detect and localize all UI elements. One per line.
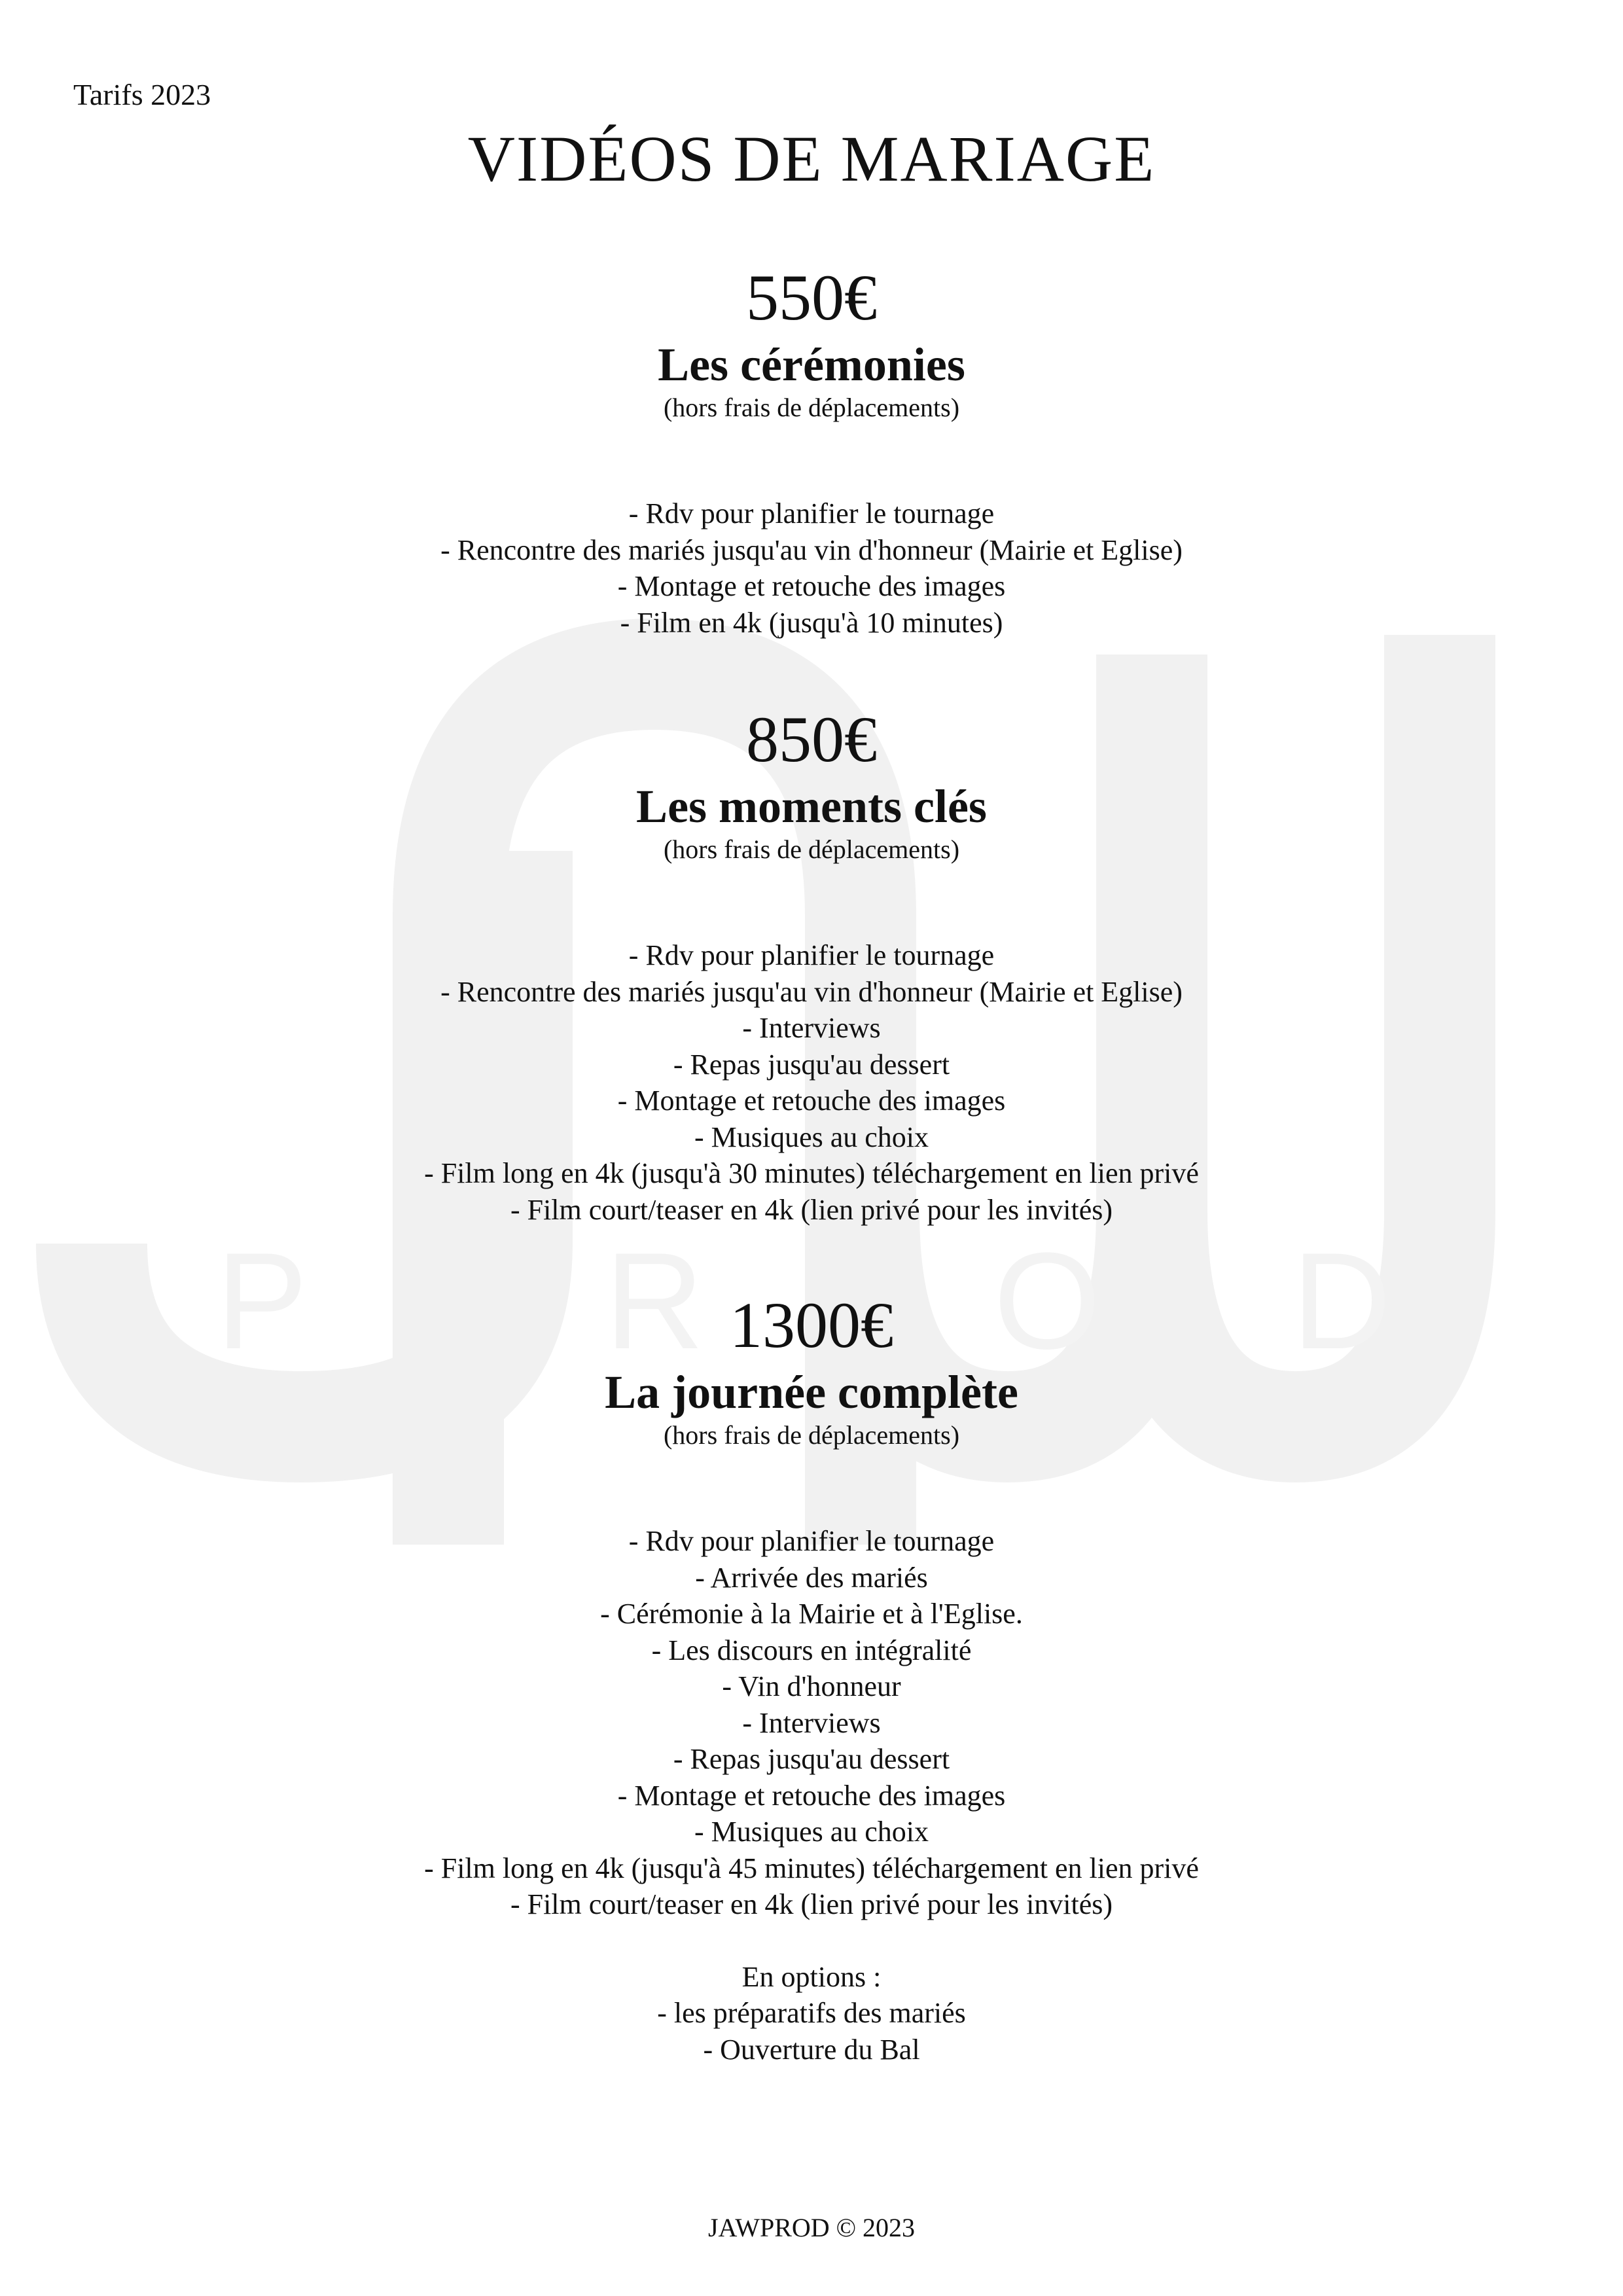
package-note: (hors frais de déplacements) xyxy=(663,1420,960,1450)
feature-item: - Musiques au choix xyxy=(694,1816,929,1848)
footer-copyright: JAWPROD © 2023 xyxy=(707,2213,916,2242)
page-title: VIDÉOS DE MARIAGE xyxy=(467,122,1156,195)
package-full-day xyxy=(0,1286,1623,2068)
feature-item: - Musiques au choix xyxy=(694,1121,929,1153)
feature-item: - Interviews xyxy=(742,1706,881,1739)
feature-item: - Vin d'honneur xyxy=(722,1670,901,1702)
package-name: Les moments clés xyxy=(636,780,987,833)
feature-item: - Montage et retouche des images xyxy=(617,1779,1006,1812)
feature-item: - Rdv pour planifier le tournage xyxy=(628,939,995,971)
package-price: 1300€ xyxy=(730,1289,893,1361)
feature-item: - Rdv pour planifier le tournage xyxy=(628,1525,995,1557)
package-note: (hors frais de déplacements) xyxy=(663,393,960,422)
package-name: Les cérémonies xyxy=(658,338,965,391)
watermark-letter-p: P xyxy=(215,1224,308,1378)
package-price: 550€ xyxy=(746,261,877,334)
feature-item: - Film long en 4k (jusqu'à 30 minutes) téléchargement en lien privé xyxy=(424,1157,1199,1189)
feature-list xyxy=(0,1523,1623,1923)
feature-item: - Montage et retouche des images xyxy=(617,570,1006,602)
tariff-year-label: Tarifs 2023 xyxy=(73,78,211,111)
options-list xyxy=(0,1995,1623,2068)
package-name: La journée complète xyxy=(605,1366,1018,1418)
feature-item: - Rencontre des mariés jusqu'au vin d'honneur (Mairie et Eglise) xyxy=(440,533,1183,566)
watermark-letter-o: O xyxy=(993,1224,1101,1378)
feature-item: - Film court/teaser en 4k (lien privé pour les invités) xyxy=(510,1193,1113,1226)
feature-item: - Repas jusqu'au dessert xyxy=(673,1743,950,1775)
feature-item: - Arrivée des mariés xyxy=(695,1561,928,1594)
watermark-letter-d: D xyxy=(1292,1224,1391,1378)
feature-item: - Film long en 4k (jusqu'à 45 minutes) téléchargement en lien privé xyxy=(424,1852,1199,1884)
package-price: 850€ xyxy=(746,703,877,776)
option-item: - les préparatifs des mariés xyxy=(657,1997,966,2029)
feature-item: - Repas jusqu'au dessert xyxy=(673,1048,950,1081)
package-key-moments xyxy=(0,700,1623,1228)
feature-item: - Rencontre des mariés jusqu'au vin d'honneur (Mairie et Eglise) xyxy=(440,975,1183,1008)
feature-item: - Film court/teaser en 4k (lien privé pour les invités) xyxy=(510,1888,1113,1920)
feature-item: - Rdv pour planifier le tournage xyxy=(628,497,995,529)
options-heading: En options : xyxy=(741,1960,882,1993)
package-ceremonies xyxy=(0,259,1623,641)
feature-list xyxy=(0,937,1623,1228)
option-item: - Ouverture du Bal xyxy=(703,2033,920,2066)
options-block xyxy=(0,1959,1623,2068)
package-note: (hors frais de déplacements) xyxy=(663,834,960,864)
feature-item: - Interviews xyxy=(742,1012,881,1044)
watermark-letter-r: R xyxy=(605,1224,704,1378)
feature-item: - Film en 4k (jusqu'à 10 minutes) xyxy=(620,606,1003,639)
feature-item: - Montage et retouche des images xyxy=(617,1085,1006,1117)
feature-item: - Les discours en intégralité xyxy=(651,1634,972,1666)
feature-list xyxy=(0,495,1623,641)
feature-item: - Cérémonie à la Mairie et à l'Eglise. xyxy=(600,1598,1023,1630)
